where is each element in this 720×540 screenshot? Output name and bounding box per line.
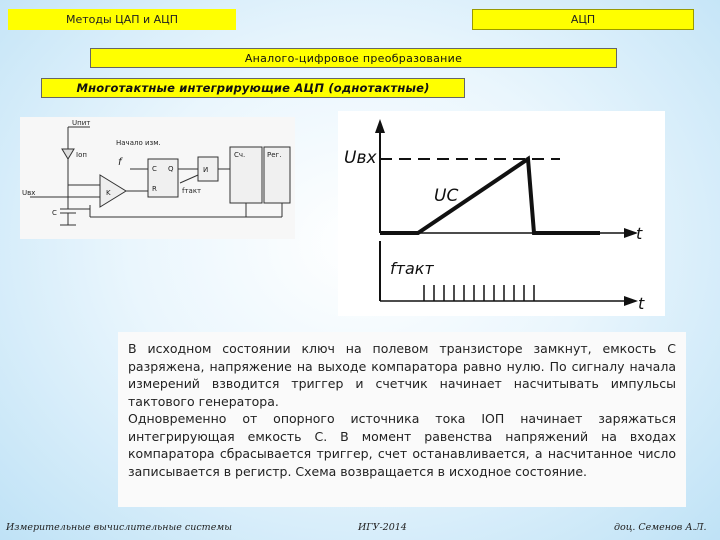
- circuit-register-label: Рег.: [267, 151, 282, 159]
- description-paragraph-1: В исходном состоянии ключ на полевом транзисторе замкнут, емкость C разряжена, напряжение на выходе компаратора равно нулю. По сигналу начала измерений взводится триггер и счетчик начинает насчитывать импульсы тактового генератора.: [128, 341, 676, 409]
- timing-uc-label: UC: [434, 186, 459, 206]
- timing-ftakt-label: fтакт: [390, 259, 434, 278]
- footer-university-label: ИГУ-2014: [358, 522, 407, 533]
- circuit-start-label: Начало изм.: [116, 139, 161, 147]
- timing-uin-label: Uвх: [344, 148, 377, 168]
- timing-svg: [338, 111, 665, 316]
- circuit-upit-label: Uпит: [72, 119, 91, 127]
- circuit-ground-label: C: [52, 209, 57, 217]
- timing-t-label-1: t: [636, 224, 643, 243]
- timing-axis-arrow-right2: [624, 296, 638, 306]
- circuit-diagram: [20, 117, 295, 239]
- subtitle-bar: Аналого-цифровое преобразование: [90, 48, 617, 68]
- circuit-and-label: И: [203, 166, 209, 174]
- circuit-svg: [20, 117, 295, 239]
- header-right-label: АЦП: [472, 9, 694, 30]
- circuit-iop-label: Iоп: [76, 151, 87, 159]
- circuit-uvh-label: Uвх: [22, 189, 36, 197]
- circuit-f-label: f: [118, 157, 122, 168]
- circuit-ftakt-label: fтакт: [182, 187, 202, 195]
- description-paragraph-2: Одновременно от опорного источника тока IОП начинает заряжаться интегрирующая емкость C. В момент равенства напряжений на входах компаратора сбрасывается триггер, счет останавливается, а насчитанное число записывается в регистр. Схема возвращается в исходное состояние.: [128, 411, 676, 479]
- timing-diagram: [338, 111, 665, 316]
- description-panel: [118, 332, 686, 507]
- circuit-c-input-label: C: [152, 165, 157, 173]
- circuit-q-output-label: Q: [168, 165, 174, 173]
- header-left-label: Методы ЦАП и АЦП: [8, 9, 236, 30]
- timing-uc-waveform: [380, 159, 600, 233]
- circuit-r-input-label: R: [152, 185, 157, 193]
- timing-t-label-2: t: [638, 294, 645, 313]
- footer-course-label: Измерительные вычислительные системы: [6, 522, 232, 533]
- timing-axis-arrow-up1: [375, 119, 385, 133]
- footer-author-label: доц. Семенов А.Л.: [614, 522, 707, 533]
- section-title: Многотактные интегрирующие АЦП (однотактные): [41, 78, 465, 98]
- circuit-k-label: K: [106, 189, 111, 197]
- circuit-counter-label: Сч.: [234, 151, 246, 159]
- timing-clock-pulses: [424, 285, 534, 301]
